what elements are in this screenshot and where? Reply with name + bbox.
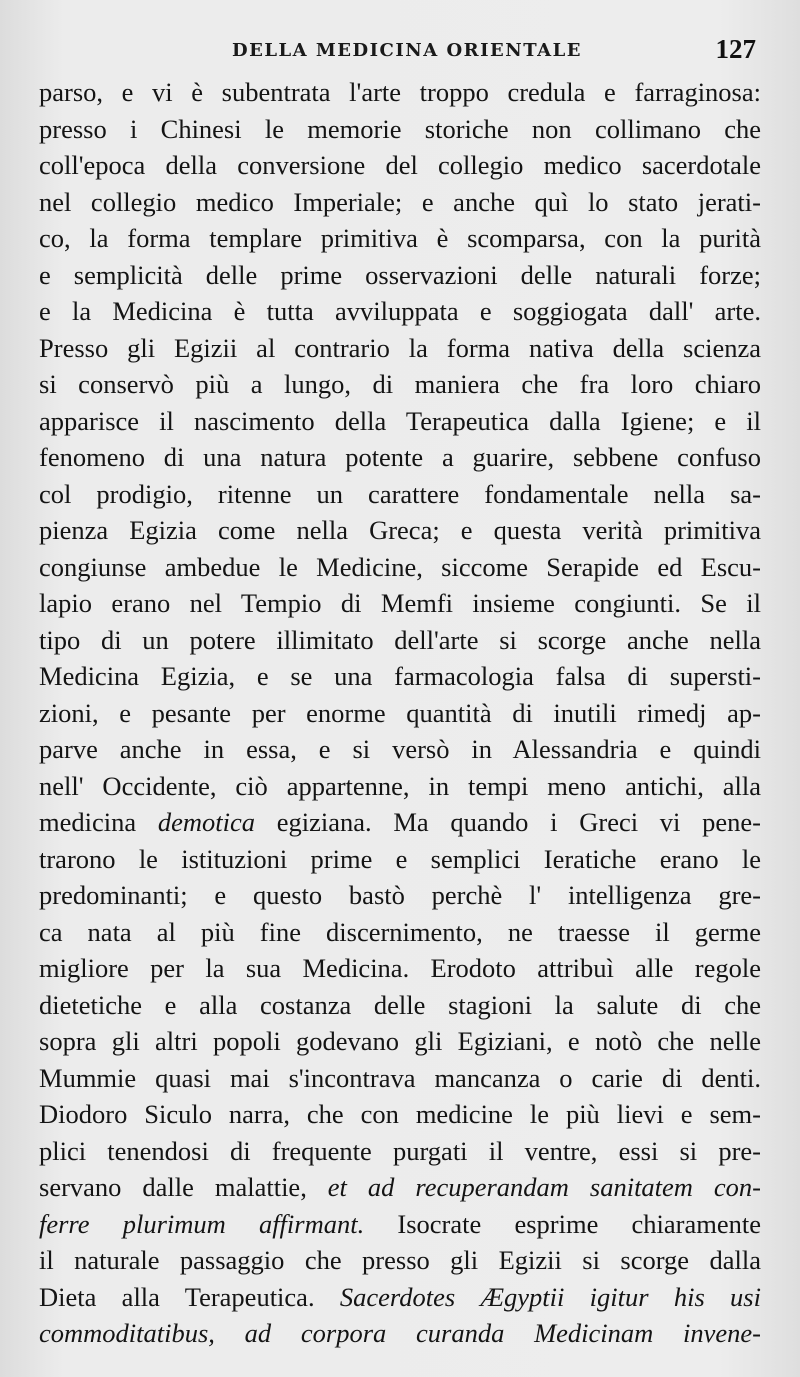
text-line <box>39 914 761 951</box>
text-segment: Presso gli Egizii al contrario la forma nativa della scienza <box>39 332 761 363</box>
page-header <box>0 34 800 70</box>
text-segment: col prodigio, ritenne un carattere fondamentale nella sa- <box>39 478 761 509</box>
text-segment: pienza Egizia come nella Greca; e questa verità primitiva <box>39 515 761 545</box>
text-segment: Diodoro Siculo narra, che con medicine le più lievi e sem- <box>39 1099 761 1129</box>
body-text <box>39 74 761 1352</box>
text-segment: co, la forma templare primitiva è scomparsa, con la purità <box>39 223 761 253</box>
text-segment: Mummie quasi mai s'incontrava mancanza o carie di denti. <box>39 1062 761 1093</box>
text-line <box>39 877 761 914</box>
text-line <box>39 658 761 695</box>
text-line <box>39 476 761 513</box>
text-line <box>39 257 761 294</box>
text-segment: Dieta alla Terapeutica. <box>39 1281 340 1312</box>
text-segment: parve anche in essa, e si versò in Alessandria e quindi <box>39 734 761 764</box>
text-segment: predominanti; e questo bastò perchè l' intelligenza gre- <box>39 880 761 910</box>
text-segment: e la Medicina è tutta avviluppata e soggiogata dall' arte. <box>39 296 761 326</box>
text-segment: il naturale passaggio che presso gli Egizii si scorge dalla <box>39 1245 761 1275</box>
text-segment: ca nata al più fine discernimento, ne traesse il germe <box>39 916 761 947</box>
text-segment: apparisce il nascimento della Terapeutica dalla Igiene; e il <box>39 405 761 436</box>
text-segment: sopra gli altri popoli godevano gli Egiziani, e notò che nelle <box>39 1026 761 1056</box>
text-segment: lapio erano nel Tempio di Memfi insieme congiunti. Se il <box>39 588 761 618</box>
text-segment: congiunse ambedue le Medicine, siccome Serapide ed Escu- <box>39 551 761 582</box>
text-line <box>39 622 761 659</box>
text-segment: tipo di un potere illimitato dell'arte si scorge anche nella <box>39 624 761 655</box>
text-line <box>39 74 761 111</box>
italic-text: ferre plurimum affirmant. <box>39 1208 365 1239</box>
text-segment: coll'epoca della conversione del collegio medico sacerdotale <box>39 150 761 180</box>
text-line <box>39 403 761 440</box>
text-segment: Isocrate esprime chiaramente <box>364 1208 761 1239</box>
text-line <box>39 366 761 403</box>
text-segment: presso i Chinesi le memorie storiche non collimano che <box>39 113 761 144</box>
text-line <box>39 768 761 805</box>
text-line <box>39 731 761 768</box>
text-line <box>39 1169 761 1206</box>
text-line <box>39 1242 761 1279</box>
text-segment: nel collegio medico Imperiale; e anche quì lo stato jerati- <box>39 186 761 217</box>
text-line <box>39 330 761 367</box>
text-line <box>39 695 761 732</box>
text-line <box>39 585 761 622</box>
text-line <box>39 220 761 257</box>
italic-text: commoditatibus, ad corpora curanda Medicinam invene- <box>39 1318 761 1348</box>
text-line <box>39 439 761 476</box>
text-line <box>39 184 761 221</box>
text-line <box>39 987 761 1024</box>
text-line <box>39 147 761 184</box>
text-segment: e semplicità delle prime osservazioni delle naturali forze; <box>39 259 761 290</box>
text-line <box>39 293 761 330</box>
text-line <box>39 1206 761 1243</box>
text-line <box>39 841 761 878</box>
text-segment: medicina <box>39 807 158 837</box>
text-segment: fenomeno di una natura potente a guarire, sebbene confuso <box>39 442 761 472</box>
page-number: 127 <box>715 34 756 64</box>
text-line <box>39 1096 761 1133</box>
text-segment: nell' Occidente, ciò appartenne, in tempi meno antichi, alla <box>39 770 761 801</box>
italic-text: et ad recuperandam sanitatem con- <box>327 1172 761 1202</box>
text-segment: servano dalle malattie, <box>39 1172 328 1202</box>
text-line <box>39 549 761 586</box>
text-line <box>39 1315 761 1352</box>
italic-text: demotica <box>157 807 255 837</box>
text-line <box>39 1060 761 1097</box>
text-segment: zioni, e pesante per enorme quantità di inutili rimedj ap- <box>39 697 761 728</box>
text-segment: egiziana. Ma quando i Greci vi pene- <box>255 807 761 837</box>
text-segment: trarono le istituzioni prime e semplici Ieratiche erano le <box>39 843 761 874</box>
text-segment: dietetiche e alla costanza delle stagioni la salute di che <box>39 989 761 1020</box>
italic-text: Sacerdotes Ægyptii igitur his usi <box>339 1281 761 1312</box>
text-line <box>39 1023 761 1060</box>
text-segment: si conservò più a lungo, di maniera che fra loro chiaro <box>39 369 761 399</box>
text-line <box>39 512 761 549</box>
text-segment: migliore per la sua Medicina. Erodoto attribuì alle regole <box>39 953 761 983</box>
running-head: DELLA MEDICINA ORIENTALE <box>232 40 582 61</box>
text-line <box>39 950 761 987</box>
text-line <box>39 804 761 841</box>
text-segment: parso, e vi è subentrata l'arte troppo credula e farraginosa: <box>39 77 761 107</box>
text-line <box>39 111 761 148</box>
text-segment: Medicina Egizia, e se una farmacologia falsa di supersti- <box>39 661 761 691</box>
text-segment: plici tenendosi di frequente purgati il ventre, essi si pre- <box>39 1135 761 1166</box>
text-line <box>39 1133 761 1170</box>
text-line <box>39 1279 761 1316</box>
